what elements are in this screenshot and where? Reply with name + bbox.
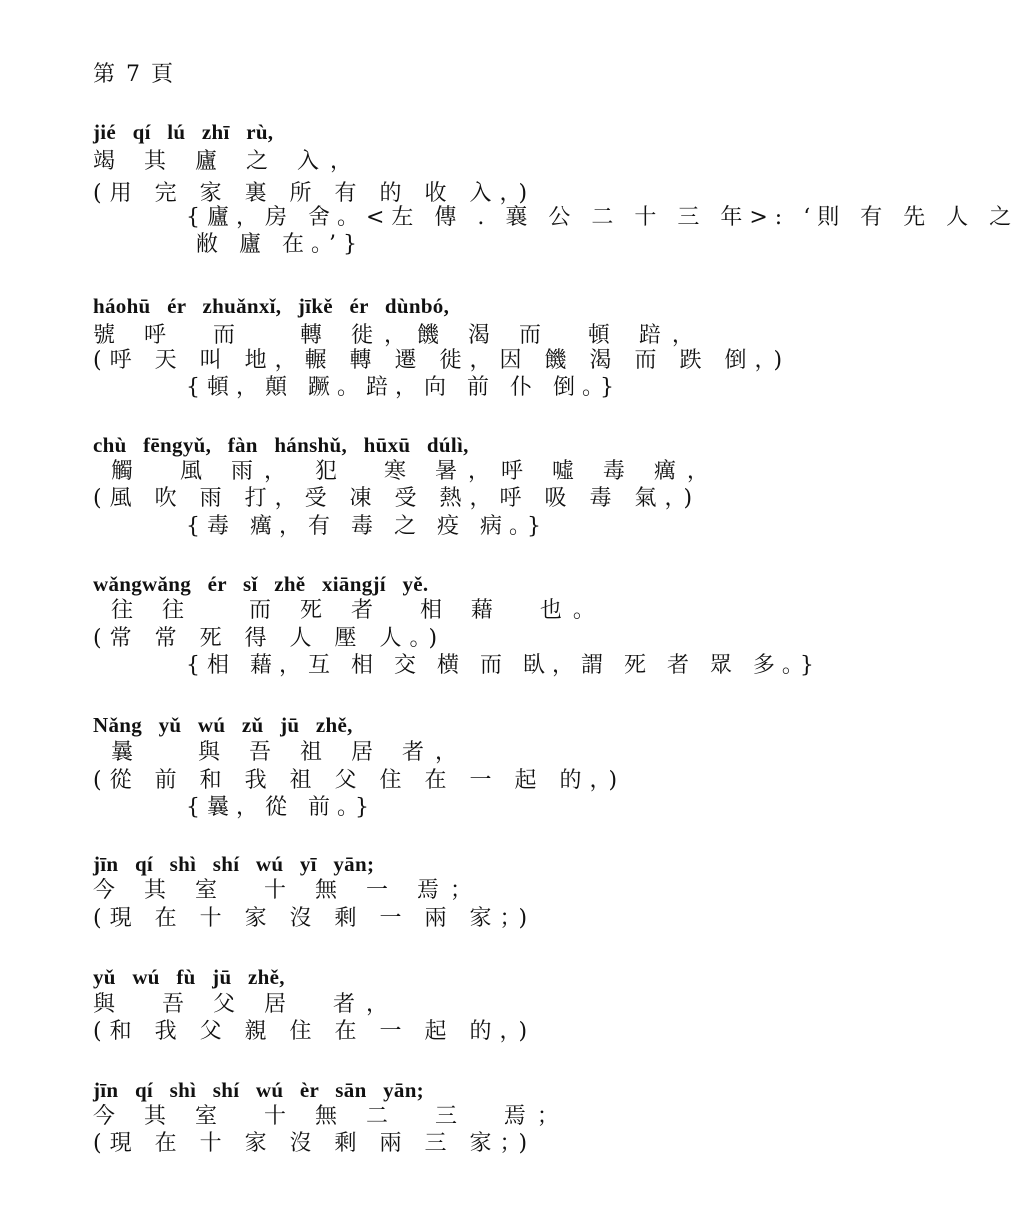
pinyin-line: yǔ wú fù jū zhě, (93, 965, 285, 989)
hanzi-line: 竭 其 廬 之 入， (93, 149, 363, 174)
pinyin-line: chù fēngyǔ, fàn hánshǔ, hūxū dúlì, (93, 433, 469, 457)
annotation-line: {廬，房 舍。<左 傳 . 襄 公 二 十 三 年>: ‘則 有 先 人 之 (186, 205, 1018, 230)
annotation-line: {毒 癘，有 毒 之 疫 病。} (186, 514, 548, 539)
translation-line: (現 在 十 家 沒 剩 一 兩 家；) (93, 906, 536, 931)
pinyin-line: wǎngwǎng ér sǐ zhě xiāngjí yě. (93, 572, 429, 596)
translation-line: (現 在 十 家 沒 剩 兩 三 家；) (93, 1131, 536, 1156)
hanzi-line: 與 吾 父 居 者， (93, 992, 399, 1017)
pinyin-line: háohū ér zhuǎnxǐ, jīkě ér dùnbó, (93, 294, 450, 318)
annotation-line: {頓，顛 蹶。踣，向 前 仆 倒。} (186, 375, 621, 400)
pinyin-line: jié qí lú zhī rù, (93, 120, 274, 144)
translation-line: (呼 天 叫 地，輾 轉 遷 徙，因 饑 渴 而 跌 倒，) (93, 348, 791, 373)
pinyin-line: jīn qí shì shí wú èr sān yān; (93, 1078, 424, 1102)
pinyin-line: Nǎng yǔ wú zǔ jū zhě, (93, 713, 353, 737)
hanzi-line: 號 呼 而 轉 徙，饑 渴 而 頓 踣， (93, 323, 705, 348)
annotation-line: {曩，從 前。} (186, 795, 376, 820)
translation-line: (用 完 家 裏 所 有 的 收 入，) (93, 181, 536, 206)
page-header: 第 7 頁 (93, 62, 175, 87)
hanzi-line: 今 其 室 十 無 一 焉； (93, 878, 483, 903)
translation-line: (風 吹 雨 打，受 凍 受 熱，呼 吸 毒 氣，) (93, 486, 701, 511)
translation-line: (從 前 和 我 祖 父 住 在 一 起 的，) (93, 768, 626, 793)
hanzi-line: 今 其 室 十 無 二 三 焉； (93, 1104, 570, 1129)
hanzi-line: 往 往 而 死 者 相 藉 也。 (93, 598, 606, 623)
pinyin-line: jīn qí shì shí wú yī yān; (93, 852, 375, 876)
annotation-line: {相 藉，互 相 交 横 而 臥，謂 死 者 眾 多。} (186, 653, 821, 678)
hanzi-line: 曩 與 吾 祖 居 者， (93, 740, 468, 765)
translation-line: (和 我 父 親 住 在 一 起 的，) (93, 1019, 536, 1044)
translation-line: (常 常 死 得 人 壓 人。) (93, 626, 446, 651)
hanzi-line: 觸 風 雨， 犯 寒 暑，呼 噓 毒 癘， (93, 459, 720, 484)
annotation-line-continued: 敝 廬 在。’} (196, 232, 364, 257)
